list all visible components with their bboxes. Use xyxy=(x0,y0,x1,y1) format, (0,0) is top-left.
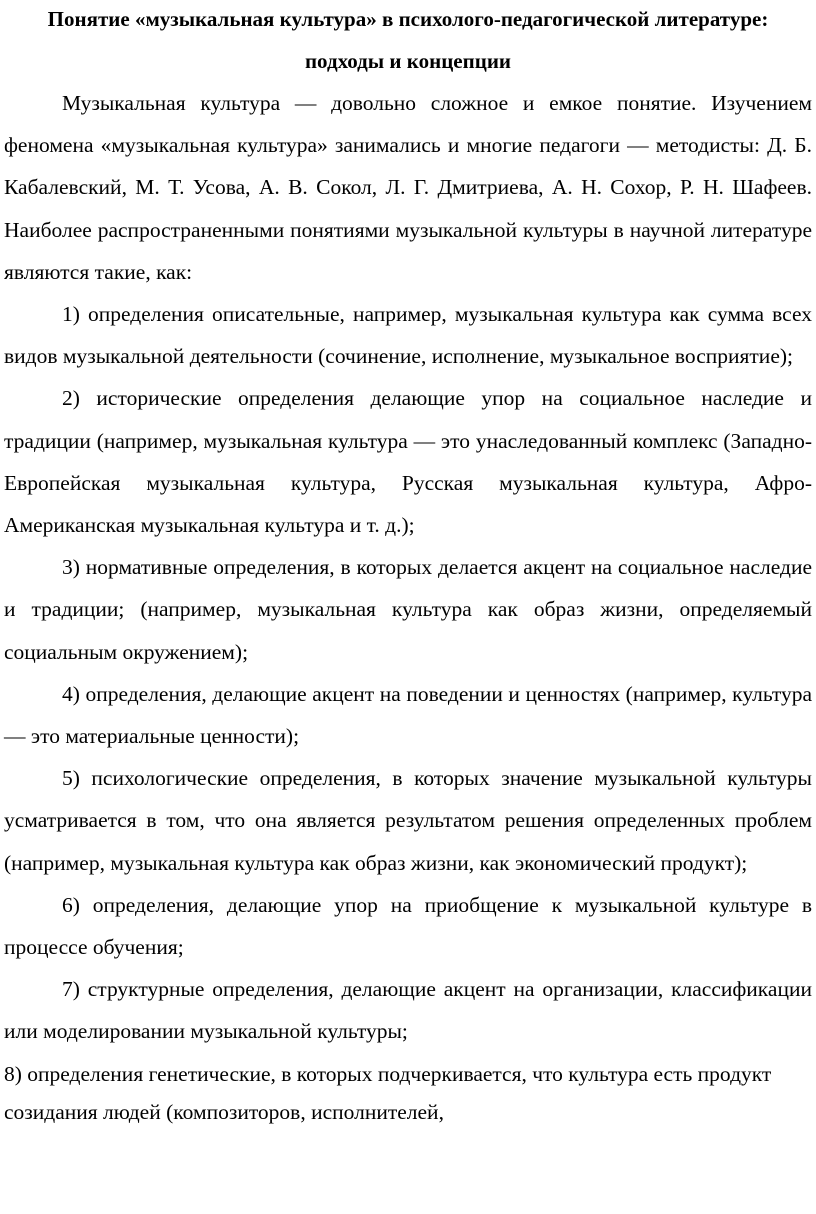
paragraph-definition-2: 2) исторические определения делающие упор на социальное наследие и традиции (например, музыкальная культура — это унаследованный комплекс (Западно-Европейская музыкальная культура, Русская музыкальная культура, Афро-Американская музыкальная культура и т. д.); xyxy=(4,386,812,538)
paragraph-intro: Музыкальная культура — довольно сложное и емкое понятие. Изучением феномена «музыкальная культура» занимались и многие педагоги — методисты: Д. Б. Кабалевский, М. Т. Усова, А. В. Сокол, Л. Г. Дмитриева, А. Н. Сохор, Р. Н. Шафеев. Наиболее распространенными понятиями музыкальной культуры в научной литературе являются такие, как: xyxy=(4,91,812,284)
paragraph-definition-7: 7) структурные определения, делающие акцент на организации, классификации или моделировании музыкальной культуры; xyxy=(4,977,812,1044)
paragraph-definition-6: 6) определения, делающие упор на приобщение к музыкальной культуре в процессе обучения; xyxy=(4,892,812,960)
paragraph-definition-3: 3) нормативные определения, в которых делается акцент на социальное наследие и традиции; (например, музыкальная культура как образ жизни, определяемый социальным окружением); xyxy=(4,555,812,664)
document-title: Понятие «музыкальная культура» в психолого-педагогической литературе: подходы и концепции xyxy=(47,7,769,73)
paragraph-definition-5: 5) психологические определения, в которых значение музыкальной культуры усматривается в том, что она является результатом решения определенных проблем (например, музыкальная культура как образ жизни, как экономический продукт); xyxy=(4,766,812,875)
paragraph-definition-8: 8) определения генетические, в которых подчеркивается, что культура есть продукт созидания людей (композиторов, исполнителей, xyxy=(4,1061,772,1124)
paragraph-definition-4: 4) определения, делающие акцент на поведении и ценностях (например, культура — это материальные ценности); xyxy=(4,681,812,749)
paragraph-definition-1: 1) определения описательные, например, музыкальная культура как сумма всех видов музыкальной деятельности (сочинение, исполнение, музыкальное восприятие); xyxy=(4,302,812,369)
